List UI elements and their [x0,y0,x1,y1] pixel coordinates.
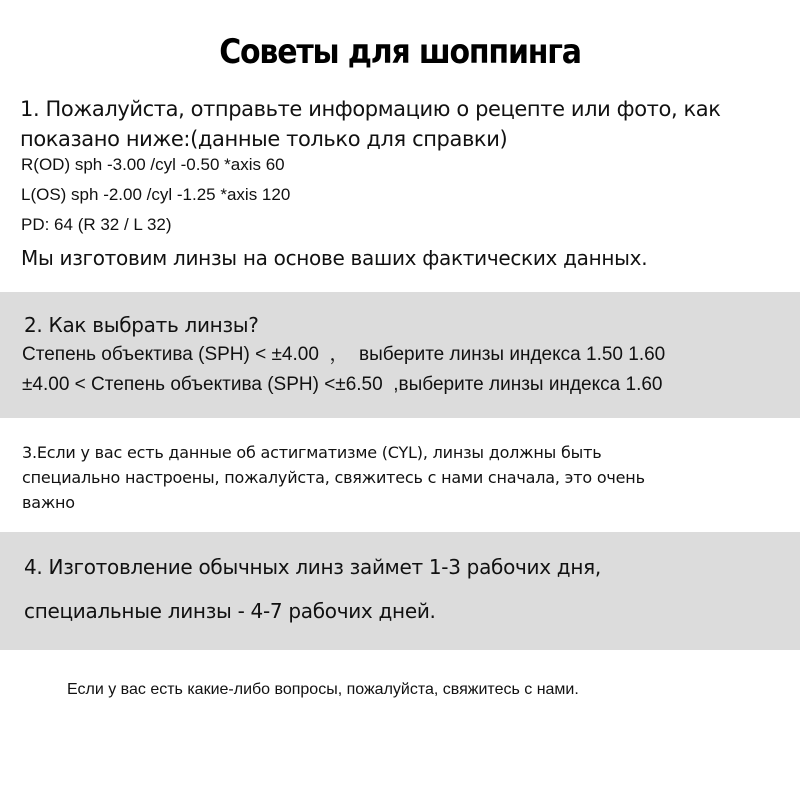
page-title: Советы для шоппинга [219,32,581,73]
rx-right-eye: R(OD) sph -3.00 /cyl -0.50 *axis 60 [21,155,285,174]
astigmatism-note-line1: 3.Если у вас есть данные об астигматизме (CYL), линзы должны быть [22,443,602,462]
lens-selection-heading: 2. Как выбрать линзы? [24,313,259,337]
astigmatism-note-line2: специально настроены, пожалуйста, свяжитесь с нами сначала, это очень [22,468,645,487]
astigmatism-note [22,440,645,515]
contact-note: Если у вас есть какие-либо вопросы, пожалуйста, свяжитесь с нами. [67,681,579,698]
section-production-time [0,532,800,650]
prescription-heading [20,94,721,154]
rx-left-eye: L(OS) sph -2.00 /cyl -1.25 *axis 120 [21,185,291,204]
section-prescription-info [0,92,800,278]
section-astigmatism [0,438,800,516]
rx-pupil-distance: PD: 64 (R 32 / L 32) [21,215,172,234]
lens-rule-low-power: Степень объектива (SPH) < ±4.00 ， выберите линзы индекса 1.50 1.60 [22,344,666,365]
production-time-special: специальные линзы - 4-7 рабочих дней. [24,599,436,623]
prescription-heading-line1: 1. Пожалуйста, отправьте информацию о рецепте или фото, как [20,97,721,121]
production-time-regular: 4. Изготовление обычных линз займет 1-3 рабочих дня, [24,555,601,579]
prescription-heading-line2: показано ниже:(данные только для справки) [20,127,508,151]
prescription-note: Мы изготовим линзы на основе ваших фактических данных. [21,246,648,270]
lens-rule-high-power: ±4.00 < Степень объектива (SPH) <±6.50 ,выберите линзы индекса 1.60 [22,374,663,395]
astigmatism-note-line3: важно [22,493,75,512]
section-lens-selection [0,292,800,418]
